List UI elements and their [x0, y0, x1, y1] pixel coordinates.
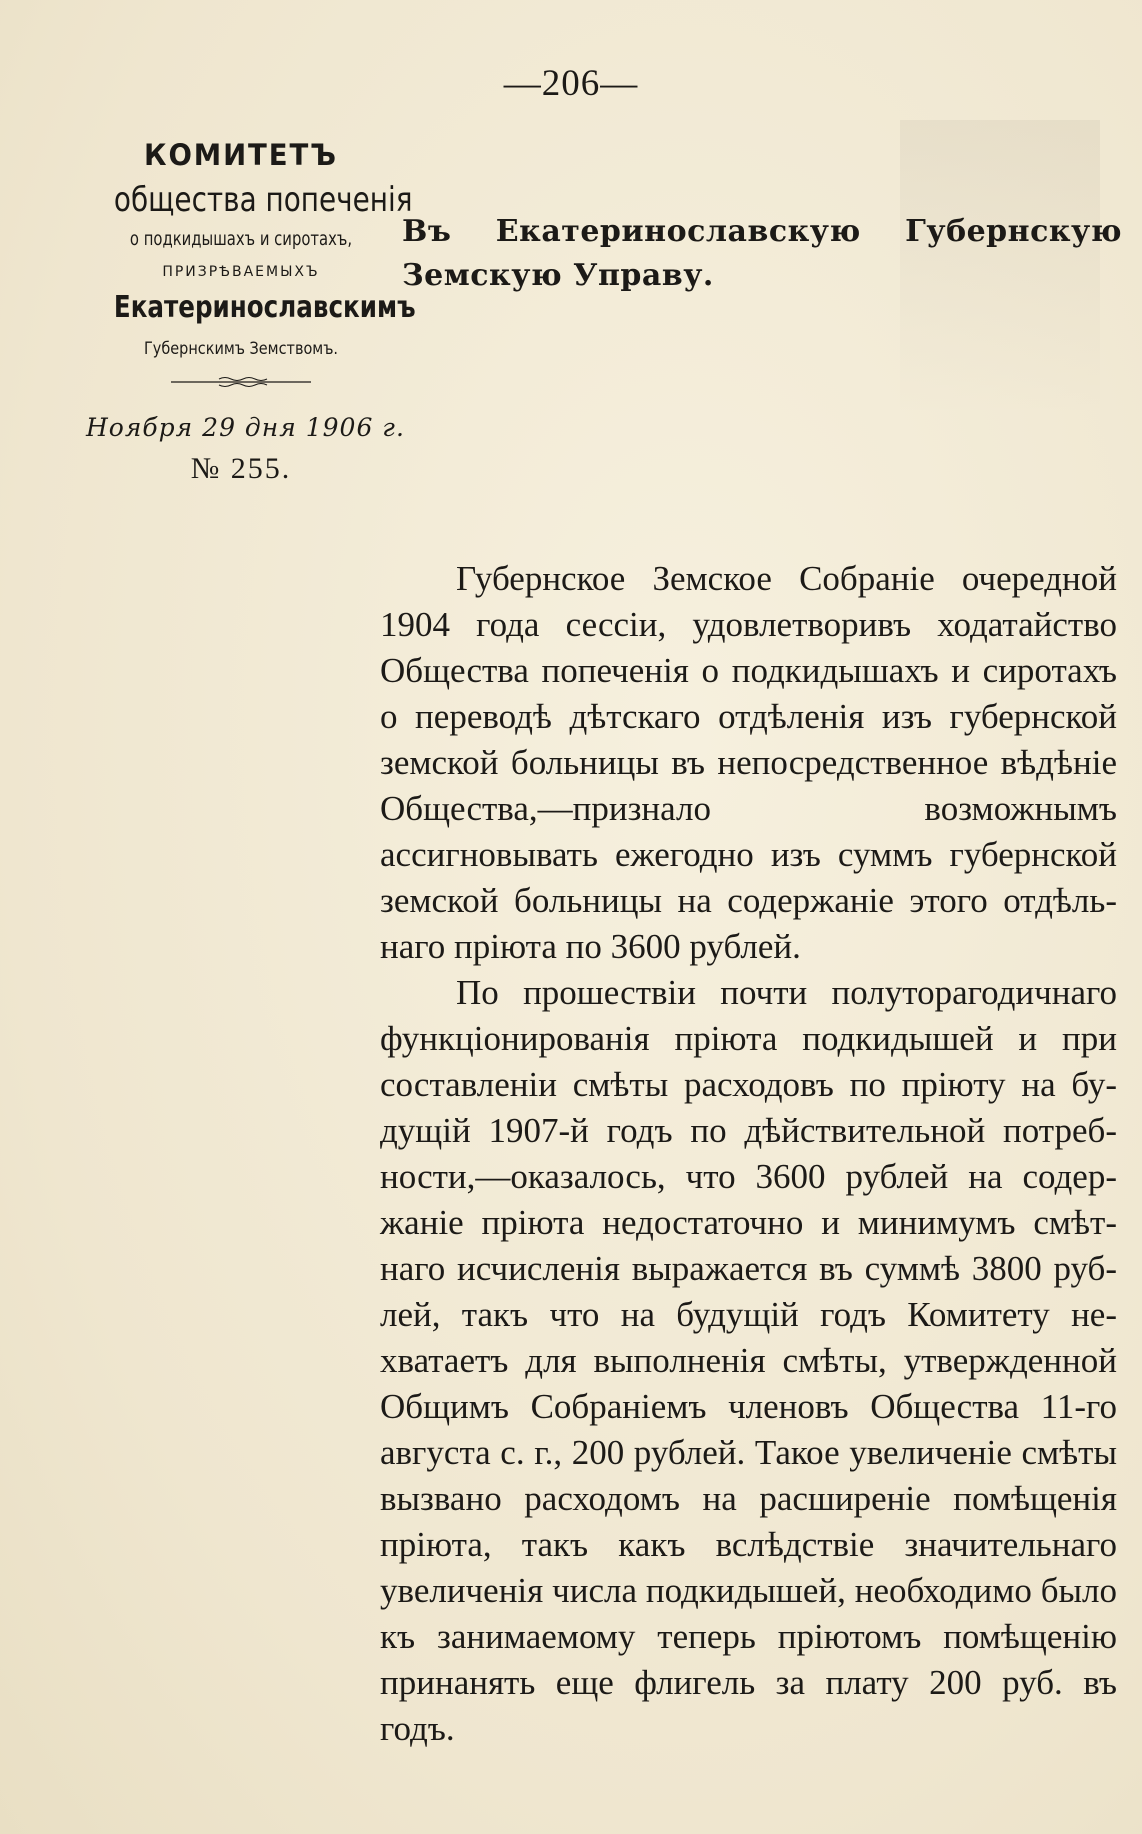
orphans-line: о подкидышахъ и сиротахъ, — [129, 228, 353, 250]
society-line: общества попеченія — [113, 180, 413, 220]
committee-heading: КОМИТЕТЪ — [144, 138, 338, 172]
paragraph-1: Губернское Земское Собраніе очередной 1904 года сессіи, удовлетворивъ ходатайство Общества попеченія о подкидышахъ и сиротахъ о переводѣ дѣтскаго отдѣленія изъ губернской земской больницы въ непосредственное вѣдѣніе Общества,—признало возможнымъ ассигновывать ежегодно изъ суммъ губернской земской больницы на содержаніе этого отдѣльнаго пріюта по 3600 рублей. — [380, 559, 1117, 966]
ornament-divider-icon — [171, 375, 311, 389]
paragraph-2: По прошествіи почти полуторагодичнаго функціонированія пріюта подкидышей и при составленіи смѣты расходовъ по пріюту на будущій 1907-й годъ по дѣйствительной потребности,—оказалось, что 3600 рублей на содержаніе пріюта недостаточно и минимумъ смѣтнаго исчисленія выражается въ суммѣ 3800 рублей, такъ что на будущій годъ Комитету нехватаетъ для выполненія смѣты, утвержденной Общимъ Собраніемъ членовъ Общества 11-го августа с. г., 200 рублей. Такое увеличеніе смѣты вызвано расходомъ на расширеніе помѣщенія пріюта, такъ какъ вслѣдствіе значительнаго увеличенія числа подкидышей, необходимо было къ занимаемому теперь пріютомъ помѣщенію принанять еще флигель за плату 200 руб. въ годъ. — [380, 973, 1117, 1748]
addressee: Въ Екатеринославскую Губернскую Земскую Управу. — [402, 214, 1122, 293]
zemstvo-line: Губернскимъ Земствомъ. — [143, 339, 339, 359]
letter-body — [380, 556, 1117, 1752]
document-date: Ноября 29 дня 1906 г. — [86, 413, 405, 442]
cared-line: ПРИЗРѢВАЕМЫХЪ — [162, 264, 320, 280]
sender-block — [86, 138, 416, 486]
page-number: —206— — [503, 63, 639, 104]
zemstvo-name: Екатеринославскимъ — [113, 290, 416, 325]
document-number: № 255. — [190, 452, 292, 485]
